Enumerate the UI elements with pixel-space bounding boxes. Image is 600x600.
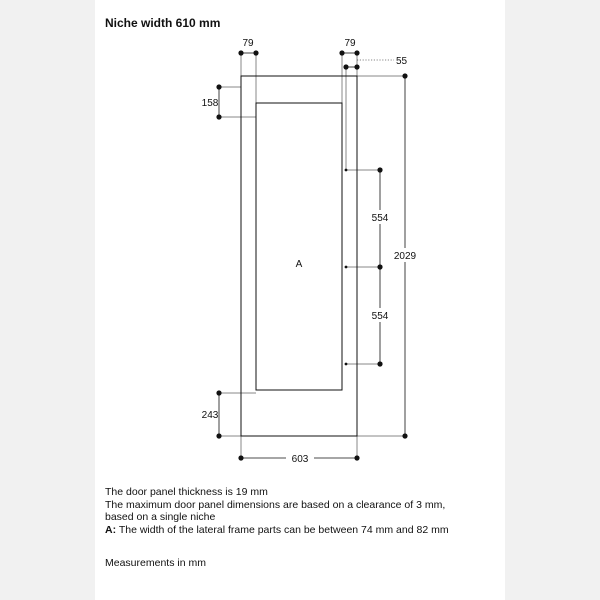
dimension-top-frame [202,84,256,119]
dimension-side-offset [343,56,407,170]
note-a-text: The width of the lateral frame parts can be between 74 mm and 82 mm [116,523,449,536]
dimension-label-top-left: 79 [242,38,254,49]
dimension-label-height: 2029 [393,251,417,262]
dimension-label-bottom-frame: 243 [201,410,219,421]
note-single-niche: based on a single niche [105,511,216,523]
door-panel-outline [241,76,357,436]
dimension-label-top-right: 79 [344,38,356,49]
notes-block [105,486,500,536]
dimension-hinge-spacing [346,167,394,366]
dimension-width [238,436,359,465]
dimension-height [357,73,421,438]
note-lateral-frame [105,524,500,537]
note-a-label: A: [105,523,117,536]
dimension-label-width: 603 [291,454,309,465]
note-clearance: The maximum door panel dimensions are based on a clearance of 3 mm, [105,498,446,511]
dimension-label-hinge-lower: 554 [371,311,389,322]
dimension-bottom-frame [202,390,256,438]
note-thickness: The door panel thickness is 19 mm [105,486,268,498]
dimension-label-side-offset: 55 [396,56,408,67]
dimension-label-top-frame: 158 [201,98,219,109]
units-note: Measurements in mm [105,557,206,569]
diagram-title: Niche width 610 mm [105,16,221,30]
inner-frame-outline [256,103,342,390]
dimension-label-hinge-upper: 554 [371,213,389,224]
panel-label: A [295,259,303,270]
